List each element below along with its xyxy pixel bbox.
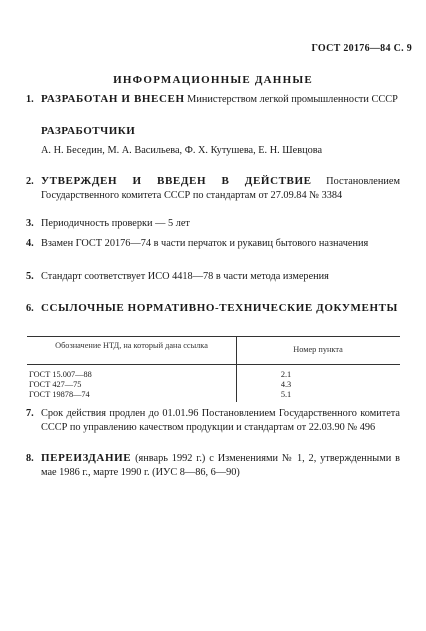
- item-number: 2.: [26, 176, 34, 187]
- item-lead: РАЗРАБОТАН И ВНЕСЕН: [41, 93, 185, 105]
- developers-names: А. Н. Беседин, М. А. Васильева, Ф. Х. Кутушева, Е. Н. Шевцова: [41, 145, 323, 156]
- item-number: 6.: [26, 303, 34, 314]
- item-text: Стандарт соответствует ИСО 4418—78 в части метода измерения: [41, 271, 329, 282]
- item-lead: ПЕРЕИЗДАНИЕ: [41, 452, 132, 464]
- table-header-clause: Номер пункта: [293, 345, 343, 354]
- item-lead: ССЫЛОЧНЫЕ НОРМАТИВНО-ТЕХНИЧЕСКИЕ ДОКУМЕНТЫ: [41, 302, 398, 314]
- info-item-3: [26, 217, 400, 231]
- table-top-rule: [27, 336, 400, 337]
- table-row-2-clause: 4.3: [280, 380, 292, 389]
- developers-heading: РАЗРАБОТЧИКИ: [41, 125, 136, 137]
- info-item-4: [26, 237, 400, 251]
- info-item-8: [26, 452, 400, 479]
- item-number: 1.: [26, 94, 34, 105]
- table-header-designation: Обозначение НТД, на который дана ссылка: [55, 341, 208, 350]
- references-table: [27, 336, 400, 402]
- item-text: Постановлением Государственного комитета СССР по стандартам от 27.09.84 № 3384: [41, 176, 400, 201]
- item-number: 3.: [26, 218, 34, 229]
- item-text: Срок действия продлен до 01.01.96 Постановлением Государственного комитета СССР по управлению качеством продукции и стандартам от 22.03.90 № 496: [41, 408, 400, 433]
- info-item-2: [26, 175, 400, 202]
- table-row-3-designation: ГОСТ 19878—74: [29, 390, 90, 399]
- item-number: 7.: [26, 408, 34, 419]
- page-header: ГОСТ 20176—84 С. 9: [311, 43, 412, 54]
- table-row-1-clause: 2.1: [280, 370, 292, 379]
- info-item-7: [26, 407, 400, 434]
- table-row-3-clause: 5.1: [280, 390, 292, 399]
- item-text: Взамен ГОСТ 20176—74 в части перчаток и рукавиц бытового назначения: [41, 238, 369, 249]
- item-text: Периодичность проверки — 5 лет: [41, 218, 190, 229]
- page-title: ИНФОРМАЦИОННЫЕ ДАННЫЕ: [113, 74, 313, 86]
- item-number: 8.: [26, 453, 34, 464]
- item-number: 4.: [26, 238, 34, 249]
- table-row-2-designation: ГОСТ 427—75: [29, 380, 82, 389]
- item-text: Министерством легкой промышленности СССР: [184, 94, 398, 105]
- table-row-1-designation: ГОСТ 15.007—88: [29, 370, 92, 379]
- info-item-5: [26, 270, 400, 284]
- table-header-rule: [27, 364, 400, 365]
- item-lead: УТВЕРЖДЕН И ВВЕДЕН В ДЕЙСТВИЕ: [41, 175, 312, 187]
- info-item-6: [26, 302, 400, 316]
- info-item-1: [26, 93, 400, 107]
- item-text: (январь 1992 г.) с Изменениями № 1, 2, утвержденными в мае 1986 г., марте 1990 г. (ИУС 8—86, 6—90): [41, 453, 400, 478]
- item-number: 5.: [26, 271, 34, 282]
